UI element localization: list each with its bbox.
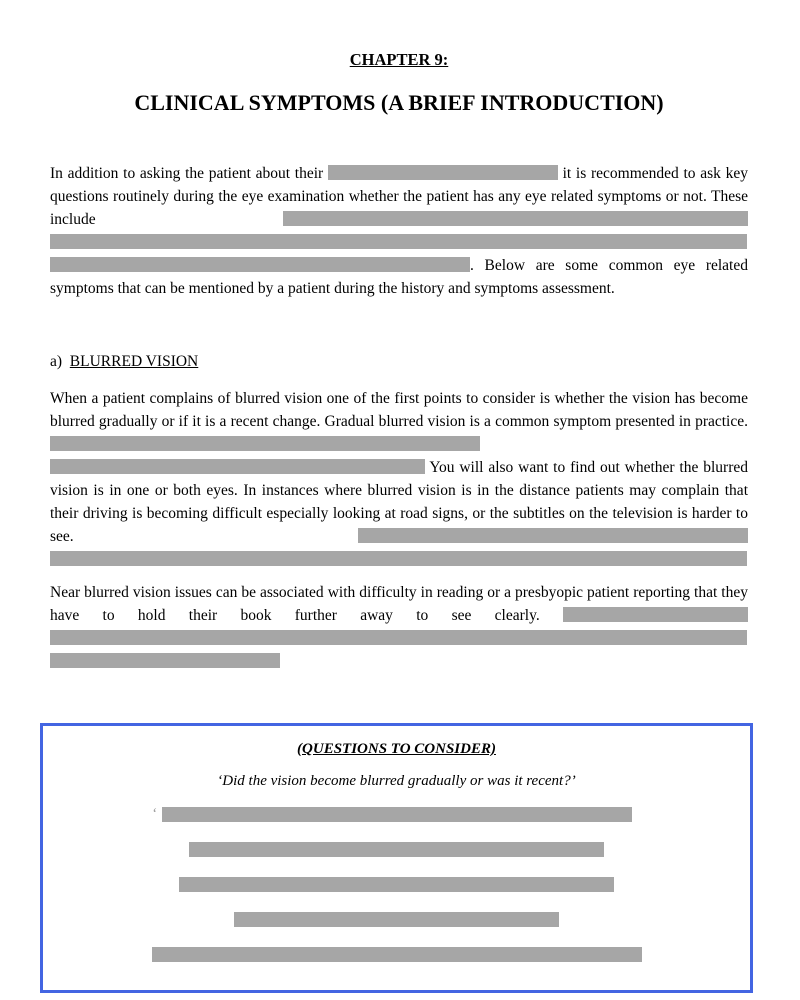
page-title: CLINICAL SYMPTOMS (A BRIEF INTRODUCTION) [134,90,664,115]
intro-paragraph [50,162,748,300]
redacted-text [358,528,748,543]
redacted-text [50,436,480,451]
redacted-text [328,165,558,180]
section-heading-a [50,350,748,373]
redacted-text [50,234,747,249]
questions-to-consider-box [40,723,753,993]
blurred-vision-paragraph-1 [50,387,748,571]
redacted-question-list [43,807,750,962]
redacted-question-line [189,842,604,857]
bv-p2-text-1: Near blurred vision issues can be associated with difficulty in reading or a presbyopic patient reporting that they have to hold their book further away to see clearly. [50,584,748,624]
redacted-text [50,257,470,272]
redacted-text [50,551,747,566]
questions-box-question: ‘Did the vision become blurred gradually or was it recent?’ [217,773,576,789]
bv-p1-text-2: You will also want to find out whether the blurred vision is in one or both eyes. In instances where blurred vision is in the distance patients may complain that their driving is becoming difficult especially looking at road signs, or the subtitles on the television is harder to see. [50,459,748,545]
chapter-title: CHAPTER 9: [349,50,449,69]
redacted-question-line [179,877,614,892]
quote-mark: ‘ [151,806,157,822]
section-title: BLURRED VISION [69,353,199,370]
redacted-text [50,630,747,645]
redacted-text [50,459,425,474]
redacted-question-line [234,912,559,927]
redacted-question-line [152,947,642,962]
intro-text-3: . Below are some common eye related symptoms that can be mentioned by a patient during the history and symptoms assessment. [50,257,748,297]
redacted-text [50,653,280,668]
redacted-text [283,211,748,226]
questions-box-heading: (QUESTIONS TO CONSIDER) [297,741,496,757]
redacted-question-line [162,807,632,822]
intro-text-2: it is recommended to ask key questions routinely during the eye examination whether the patient has any eye related symptoms or not. These include [50,165,749,228]
section-label: a) [50,353,63,370]
redacted-text [563,607,748,622]
bv-p1-text-1: When a patient complains of blurred vision one of the first points to consider is whether the vision has become blurred gradually or if it is a recent change. Gradual blurred vision is a common symptom presented in practice. [50,390,748,430]
intro-text-1: In addition to asking the patient about their [50,165,324,182]
blurred-vision-paragraph-2 [50,581,748,673]
